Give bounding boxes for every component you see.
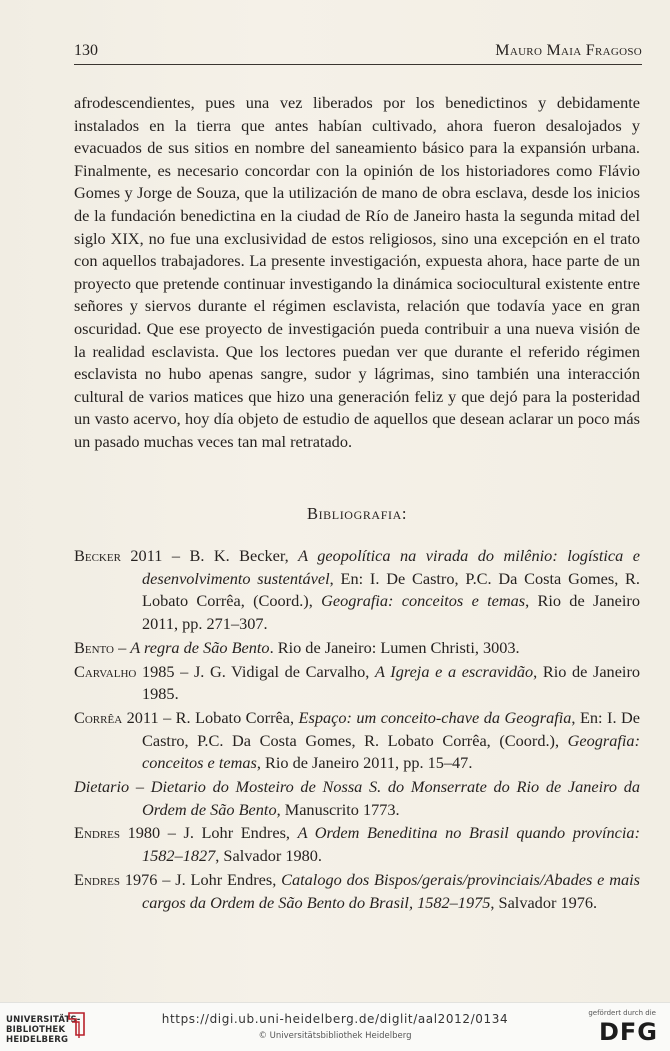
bib-entry bbox=[74, 707, 640, 775]
bib-key: Endres bbox=[74, 823, 121, 843]
source-url-link[interactable]: https://digi.ub.uni-heidelberg.de/diglit/aal2012/0134 bbox=[161, 1012, 509, 1026]
bib-title: A Ordem Beneditina no Brasil quando província: 1582–1827 bbox=[142, 823, 640, 866]
bib-entry bbox=[74, 822, 640, 867]
library-name: UNIVERSITÄTS- BIBLIOTHEK HEIDELBERG bbox=[6, 1015, 81, 1045]
bib-key: Corrêa bbox=[74, 707, 123, 727]
bib-mid: , En: I. De Castro, P.C. Da Costa Gomes, R. Lobato Corrêa, (Coord.), bbox=[142, 707, 641, 750]
bib-mid: , Manuscrito 1773. bbox=[276, 799, 400, 819]
bib-key: Dietario bbox=[74, 777, 130, 797]
bib-post: , Rio de Janeiro 2011, pp. 271–307. bbox=[142, 591, 640, 634]
bib-pre: – R. Lobato Corrêa, bbox=[158, 707, 299, 727]
bib-pre: – bbox=[114, 637, 131, 657]
bib-key: Endres bbox=[74, 869, 121, 889]
bib-pre: – B. K. Becker, bbox=[162, 546, 299, 565]
bib-key: Becker bbox=[74, 546, 121, 565]
bib-title2: Geografia: conceitos e temas bbox=[142, 730, 640, 773]
bib-title: A geopolítica na virada do milênio: logística e desenvolvimento sustentável bbox=[142, 546, 640, 588]
bib-year: 2011 bbox=[130, 546, 163, 565]
bib-key: Carvalho bbox=[74, 661, 137, 681]
bib-title: A Igreja e a escravidão bbox=[375, 661, 534, 681]
bibliography-list bbox=[74, 545, 640, 915]
bibliography-heading: Bibliografia: bbox=[306, 504, 408, 523]
bib-mid: , Salvador 1980. bbox=[215, 846, 322, 866]
bib-title: Espaço: um conceito-chave da Geografia bbox=[298, 707, 572, 727]
bib-key: Bento bbox=[74, 637, 114, 657]
bib-mid: . Rio de Janeiro: Lumen Christi, 3003. bbox=[269, 637, 520, 657]
bib-year: 1980 bbox=[127, 823, 161, 843]
bib-entry bbox=[74, 637, 640, 660]
bib-entry bbox=[74, 661, 640, 706]
bib-entry bbox=[74, 545, 640, 636]
bib-pre: – J. G. Vidigal de Carvalho, bbox=[174, 661, 375, 681]
copyright-text: © Universitätsbibliothek Heidelberg bbox=[258, 1031, 412, 1041]
bib-title: Catalogo dos Bispos/gerais/provinciais/Abades e mais cargos da Ordem de São Bento do Brasil, 1582–1975 bbox=[142, 869, 640, 912]
bib-year: 1985 bbox=[141, 661, 175, 681]
bib-mid: , Rio de Janeiro 1985. bbox=[142, 661, 641, 704]
bib-mid: , En: I. De Castro, P.C. Da Costa Gomes, R. Lobato Corrêa, (Coord.), bbox=[142, 568, 640, 611]
bib-pre: – J. Lohr Endres, bbox=[160, 823, 298, 843]
bib-entry bbox=[74, 869, 640, 914]
funded-by-label: gefördert durch die bbox=[588, 1009, 656, 1017]
body-paragraph: afrodescendientes, pues una vez liberados por los benedictinos y debidamente instalados en la tierra que antes habían cultivado, ahora fueron desalojados y evacuados de sus sitios en nombre del saneamiento básico para la expansión urbana. Finalmente, es necesario concordar con la opinión de los historiadores como Flávio Gomes y Jorge de Souza, que la utilización de mano de obra esclava, desde los inicios de la fundación benedictina en la ciudad de Río de Janeiro hasta la segunda mitad del siglo XIX, no fue una exclusividad de estos religiosos, sino una excepción en el trato con aquellos trabajadores. La presente investigación, expuesta ahora, hace parte de un proyecto que pretende continuar investigando la dinámica sociocultural existente entre señores y siervos durante el régimen esclavista, relación que todavía yace en gran oscuridad. Que ese proyecto de investigación pueda contribuir a una nueva visión de la realidad esclavista. Que los lectores puedan ver que durante el referido régimen esclavista no hubo apenas sangre, sudor y lágrimas, sino también una interacción cultural de varios matices que hizo una generación feliz y que dejó para la posteridad un vasto acervo, hoy día objeto de estudio de aquellos que desean aclarar un poco más un pasado muchas veces tan mal retratado. bbox=[74, 93, 640, 451]
bib-year: 1976 bbox=[124, 869, 158, 889]
bib-year: 2011 bbox=[126, 707, 159, 727]
running-header bbox=[74, 40, 642, 65]
bib-mid: , Salvador 1976. bbox=[490, 892, 598, 912]
bib-pre: – bbox=[129, 777, 151, 797]
bib-title: A regra de São Bento bbox=[130, 637, 270, 657]
bib-title: Dietario do Mosteiro de Nossa S. do Monserrate do Rio de Janeiro da Ordem de São Bento bbox=[142, 777, 640, 819]
bib-entry bbox=[74, 776, 640, 821]
dfg-logo: DFG bbox=[598, 1018, 658, 1046]
page-number: 130 bbox=[74, 42, 98, 59]
running-head-author: Mauro Maia Fragoso bbox=[495, 42, 642, 59]
bib-post: , Rio de Janeiro 2011, pp. 15–47. bbox=[256, 753, 473, 773]
viewer-footer bbox=[0, 1002, 670, 1051]
bib-title2: Geografia: conceitos e temas bbox=[321, 591, 526, 611]
bib-pre: – J. Lohr Endres, bbox=[157, 869, 282, 889]
